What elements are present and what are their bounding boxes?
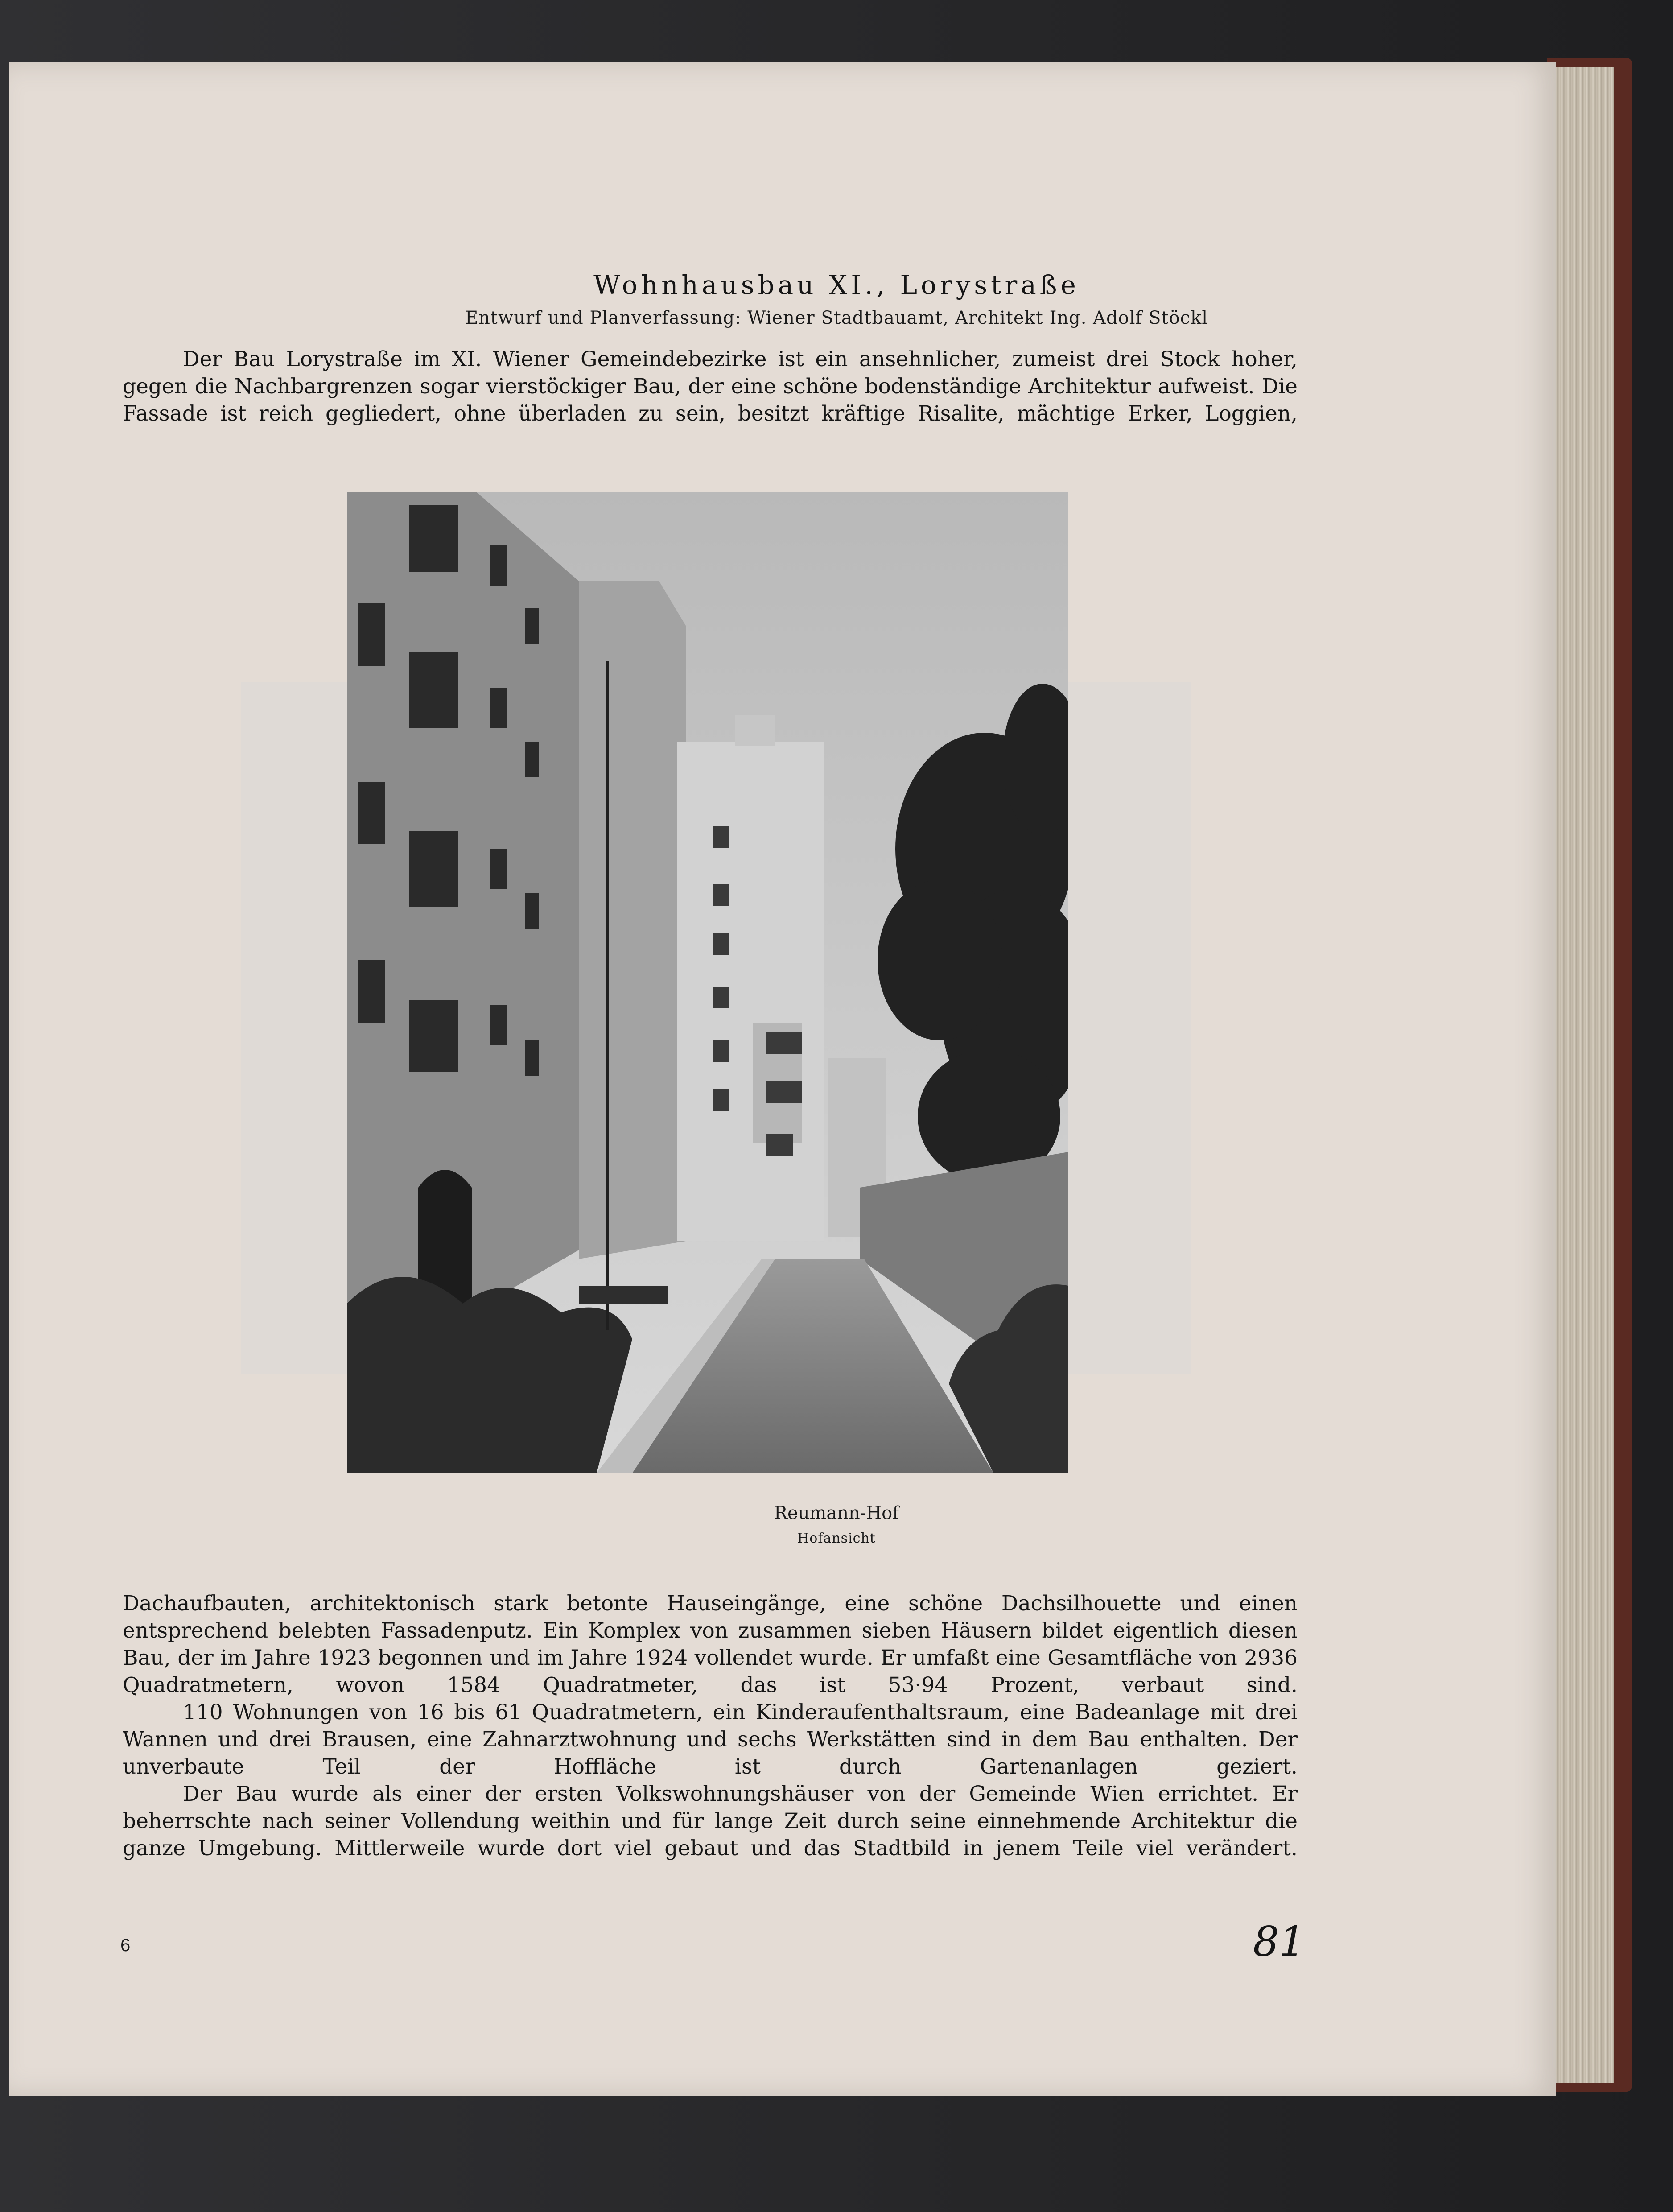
page-edges xyxy=(1547,67,1614,2083)
photo-caption: Reumann-Hof xyxy=(774,1503,899,1523)
article-title: Wohnhausbau XI., Lorystraße xyxy=(593,270,1080,300)
photo-subcaption: Hofansicht xyxy=(797,1531,876,1546)
article-credits: Entwurf und Planverfassung: Wiener Stadtbauamt, Architekt Ing. Adolf Stöckl xyxy=(465,308,1208,328)
body-paragraph-1: Dachaufbauten, architektonisch stark betonte Hauseingänge, eine schöne Dachsilhouette und einen entsprechend belebten Fassadenputz. Ein Komplex von zusammen sieben Häusern bildet eigentlich diesen Bau, der im Jahre 1923 begonnen und im Jahre 1924 vollendet wurde. Er umfaßt eine Gesamtfläche von 2936 Quadratmetern, wovon 1584 Quadratmeter, das ist 53·94 Prozent, verbaut sind. xyxy=(123,1591,1298,1697)
building-photograph xyxy=(347,492,1068,1473)
page-number: 81 xyxy=(1253,1918,1306,1965)
body-paragraph-2: 110 Wohnungen von 16 bis 61 Quadratmetern, ein Kinderaufenthaltsraum, eine Badeanlage mit drei Wannen und drei Brausen, eine Zahnarztwohnung und sechs Werkstätten sind in dem Bau enthalten. Der unverbaute Teil der Hoffläche ist durch Gartenanlagen geziert. xyxy=(123,1700,1298,1779)
intro-paragraph: Der Bau Lorystraße im XI. Wiener Gemeindebezirke ist ein ansehnlicher, zumeist drei Stock hoher, gegen die Nachbargrenzen sogar vierstöckiger Bau, der eine schöne bodenständige Architektur aufweist. Die Fassade ist reich gegliedert, ohne überladen zu sein, besitzt kräftige Risalite, mächtige Erker, Loggien, xyxy=(123,347,1298,426)
signature-mark: 6 xyxy=(120,1936,131,1955)
body-paragraph-3: Der Bau wurde als einer der ersten Volkswohnungshäuser von der Gemeinde Wien errichtet. Er beherrschte nach seiner Vollendung weithin und für lange Zeit durch seine einnehmende Architektur die ganze Umgebung. Mittlerweile wurde dort viel gebaut und das Stadtbild in jenem Teile viel verändert. xyxy=(123,1782,1298,1861)
